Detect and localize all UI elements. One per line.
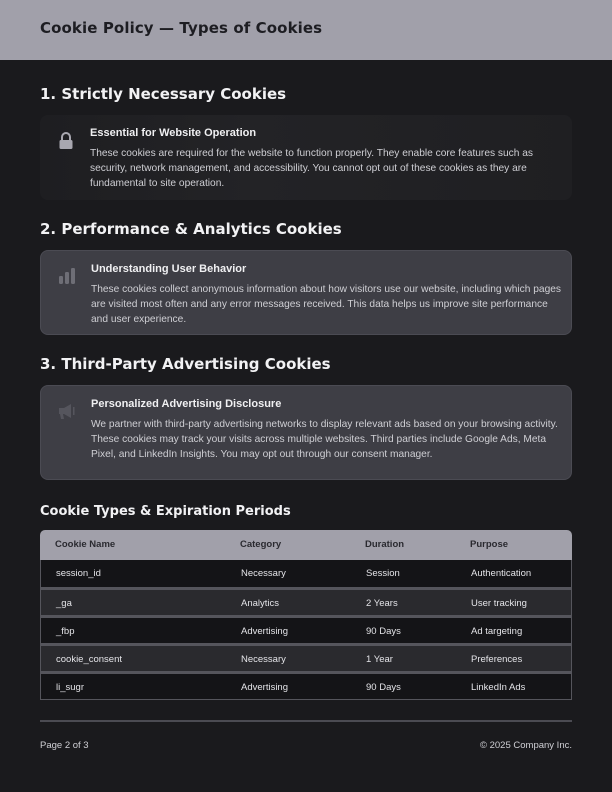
cell-purpose: LinkedIn Ads: [471, 682, 526, 693]
table-row: [40, 588, 572, 616]
table-row: [40, 616, 572, 644]
cell-category: Advertising: [241, 682, 288, 693]
cell-cookie-name: _fbp: [56, 626, 75, 637]
cell-cookie-name: li_sugr: [56, 682, 84, 693]
lock-icon: [56, 131, 76, 151]
cell-cookie-name: cookie_consent: [56, 654, 123, 665]
section-title-necessary: 1. Strictly Necessary Cookies: [40, 85, 287, 103]
column-header-category: Category: [240, 539, 282, 550]
column-header-purpose: Purpose: [470, 539, 509, 550]
bar-chart-icon: [57, 266, 77, 286]
cell-purpose: User tracking: [471, 598, 527, 609]
cell-purpose: Ad targeting: [471, 626, 523, 637]
card-necessary: [40, 115, 572, 200]
cell-cookie-name: _ga: [56, 598, 72, 609]
cell-cookie-name: session_id: [56, 568, 101, 579]
cell-duration: Session: [366, 568, 400, 579]
card-text: These cookies collect anonymous information about how visitors use our website, including which pages are visited most often and any error messages received. This data helps us improve site performance and user experience.: [91, 284, 562, 325]
cell-purpose: Authentication: [471, 568, 532, 579]
page-header: [0, 0, 612, 60]
card-text: These cookies are required for the website to function properly. They enable core features such as security, network management, and accessibility. You cannot opt out of these cookies as they are fundamental to site operation.: [90, 148, 534, 189]
card-heading: Essential for Website Operation: [90, 127, 257, 139]
column-header-cookie-name: Cookie Name: [55, 539, 116, 550]
table-header: [40, 530, 572, 560]
table-row: [40, 672, 572, 700]
cell-duration: 1 Year: [366, 654, 393, 665]
footer-divider: [40, 720, 572, 722]
card-heading: Understanding User Behavior: [91, 263, 247, 275]
cell-duration: 2 Years: [366, 598, 398, 609]
table-row: [40, 644, 572, 672]
section-title-analytics: 2. Performance & Analytics Cookies: [40, 220, 342, 238]
cell-category: Advertising: [241, 626, 288, 637]
page-title: Cookie Policy — Types of Cookies: [40, 19, 323, 37]
cell-category: Necessary: [241, 654, 286, 665]
table-row: [40, 560, 572, 588]
cookie-table: [40, 530, 572, 700]
section-title-advertising: 3. Third-Party Advertising Cookies: [40, 355, 331, 373]
cell-category: Analytics: [241, 598, 280, 609]
cell-purpose: Preferences: [471, 654, 523, 665]
copyright: © 2025 Company Inc.: [479, 740, 572, 751]
card-heading: Personalized Advertising Disclosure: [91, 398, 282, 410]
cell-category: Necessary: [241, 568, 286, 579]
cell-duration: 90 Days: [366, 626, 401, 637]
card-advertising: [40, 385, 572, 480]
megaphone-icon: [57, 401, 77, 421]
page-number: Page 2 of 3: [40, 740, 89, 751]
cell-duration: 90 Days: [366, 682, 401, 693]
card-text: We partner with third-party advertising networks to display relevant ads based on your browsing activity. These cookies may track your visits across multiple websites. Third parties include Google Ads, Meta Pixel, and LinkedIn Insights. You may opt out through our consent manager.: [91, 419, 558, 460]
column-header-duration: Duration: [365, 539, 405, 550]
table-title: Cookie Types & Expiration Periods: [40, 504, 291, 519]
card-analytics: [40, 250, 572, 335]
